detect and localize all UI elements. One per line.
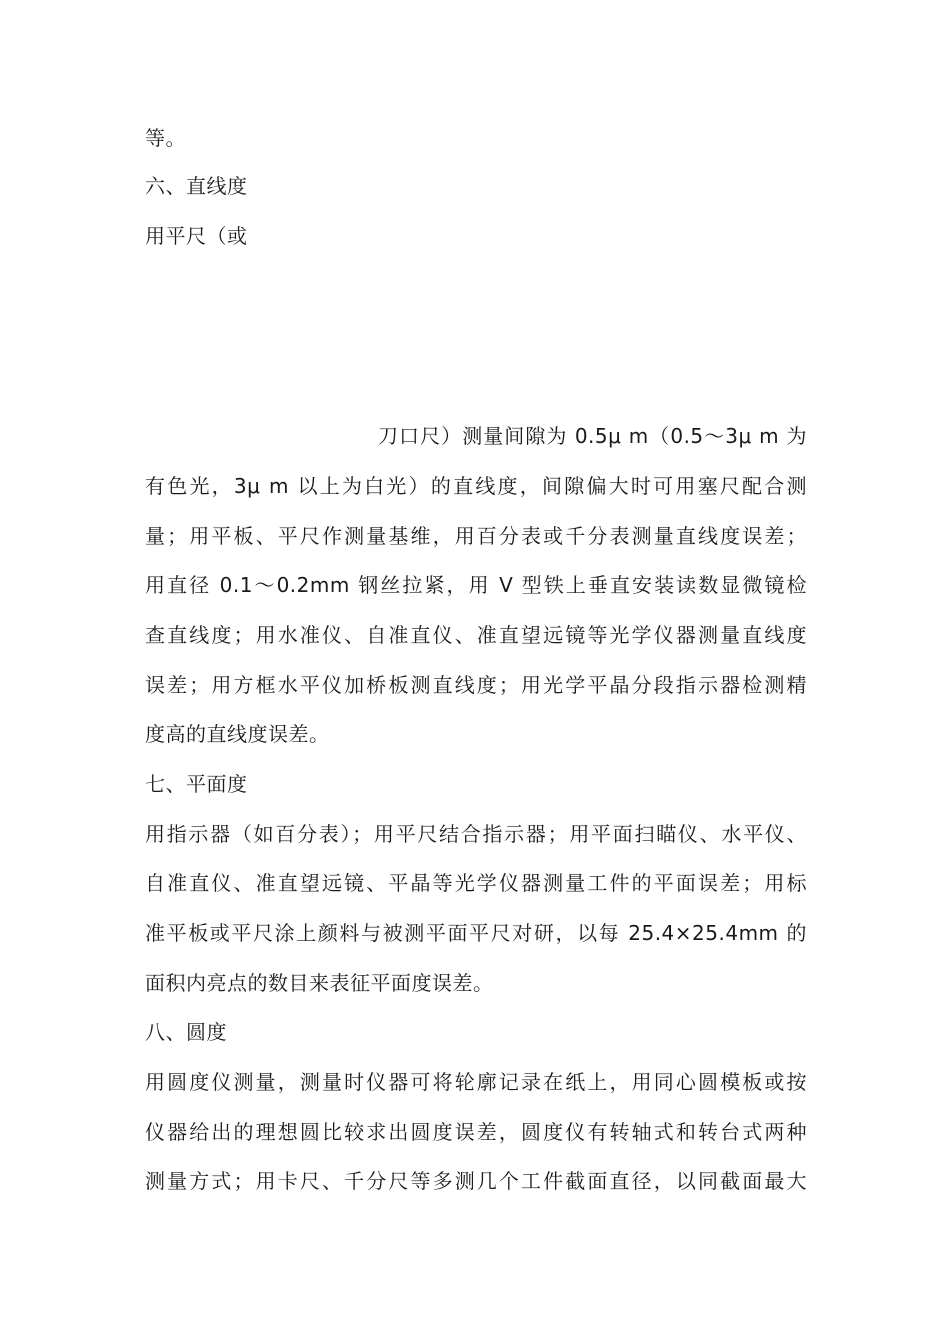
text-line: 有色光，3μ m 以上为白光）的直线度，间隙偏大时可用塞尺配合测 [145,474,807,498]
text-line: 用圆度仪测量，测量时仪器可将轮廓记录在纸上，用同心圆模板或按 [145,1070,807,1094]
text-line: 用直径 0.1～0.2mm 钢丝拉紧，用 V 型铁上垂直安装读数显微镜检 [145,573,807,597]
text-line: 自准直仪、准直望远镜、平晶等光学仪器测量工件的平面误差；用标 [145,871,807,895]
text-line: 准平板或平尺涂上颜料与被测平面平尺对研，以每 25.4×25.4mm 的 [145,921,807,945]
text-line-continuation: 等。 [145,126,186,150]
text-line: 刀口尺）测量间隙为 0.5μ m（0.5～3μ m 为 [378,424,807,448]
text-line: 仪器给出的理想圆比较求出圆度误差，圆度仪有转轴式和转台式两种 [145,1120,807,1144]
text-line: 查直线度；用水准仪、自准直仪、准直望远镜等光学仪器测量直线度 [145,623,807,647]
text-line: 误差；用方框水平仪加桥板测直线度；用光学平晶分段指示器检测精 [145,673,807,697]
text-line: 测量方式；用卡尺、千分尺等多测几个工件截面直径，以同截面最大 [145,1169,807,1193]
text-line: 量；用平板、平尺作测量基维，用百分表或千分表测量直线度误差； [145,524,807,548]
section-heading-straightness: 六、直线度 [145,174,248,198]
section-heading-flatness: 七、平面度 [145,772,248,796]
text-line: 度高的直线度误差。 [145,722,330,746]
text-line: 用指示器（如百分表）；用平尺结合指示器；用平面扫瞄仪、水平仪、 [145,822,807,846]
text-line: 用平尺（或 [145,224,248,248]
section-heading-roundness: 八、圆度 [145,1020,227,1044]
text-line: 面积内亮点的数目来表征平面度误差。 [145,971,494,995]
